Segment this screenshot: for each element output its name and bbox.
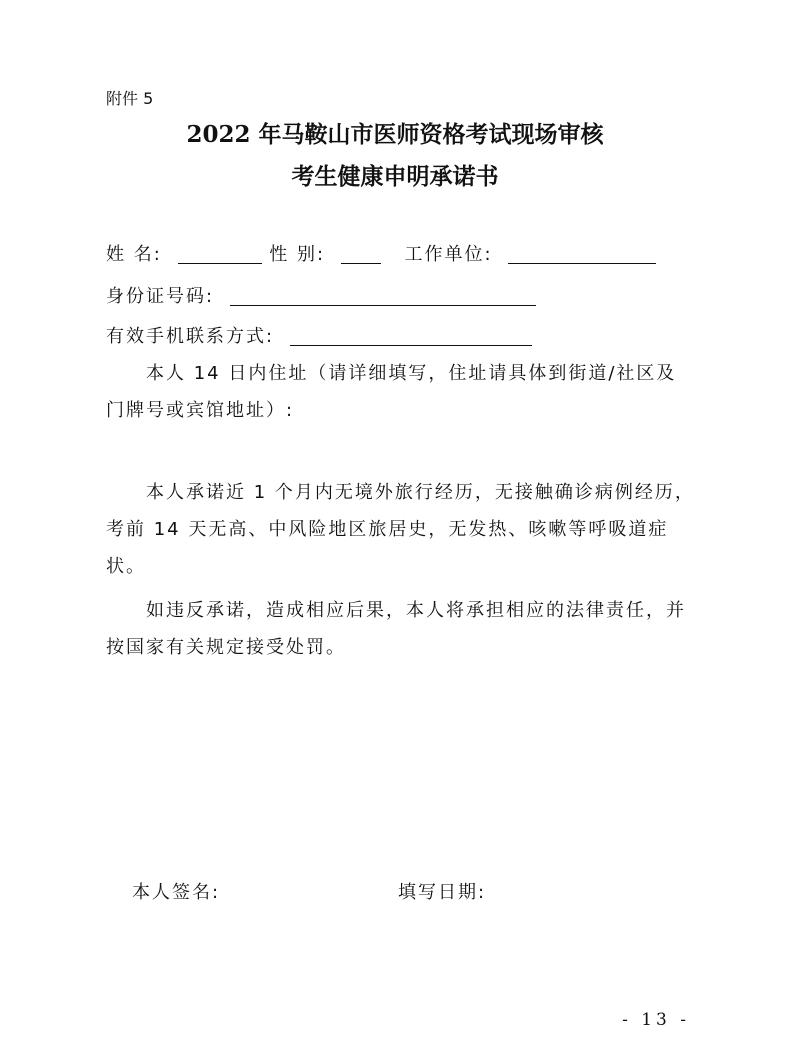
name-field[interactable] bbox=[178, 243, 262, 264]
phone-row bbox=[106, 322, 532, 348]
liability-paragraph: 如违反承诺，造成相应后果，本人将承担相应的法律责任，并按国家有关规定接受处罚。 bbox=[106, 600, 686, 658]
gender-label: 性 别: bbox=[269, 244, 326, 265]
id-number-row bbox=[106, 282, 536, 308]
personal-info-row bbox=[106, 240, 656, 266]
address-paragraph: 本人 14 日内住址（请详细填写，住址请具体到街道/社区及门牌号或宾馆地址）: bbox=[106, 363, 677, 421]
document-title-line1: 2022 年马鞍山市医师资格考试现场审核 bbox=[186, 121, 604, 148]
id-number-field[interactable] bbox=[230, 285, 536, 306]
phone-label: 有效手机联系方式: bbox=[106, 326, 275, 347]
id-number-label: 身份证号码: bbox=[106, 286, 215, 307]
signature-label: 本人签名: bbox=[132, 882, 221, 903]
commitment-paragraph: 本人承诺近 1 个月内无境外旅行经历，无接触确诊病例经历，考前 14 天无高、中风险地区旅居史，无发热、咳嗽等呼吸道症状。 bbox=[106, 482, 695, 577]
page-number: - 13 - bbox=[622, 1010, 690, 1030]
document-title-line2: 考生健康申明承诺书 bbox=[291, 163, 499, 190]
name-label: 姓 名: bbox=[106, 244, 162, 265]
phone-field[interactable] bbox=[290, 325, 532, 346]
attachment-label: 附件 5 bbox=[106, 89, 154, 108]
workplace-field[interactable] bbox=[508, 243, 656, 264]
workplace-label: 工作单位: bbox=[404, 244, 493, 265]
gender-field[interactable] bbox=[341, 243, 381, 264]
date-label: 填写日期: bbox=[398, 882, 487, 903]
